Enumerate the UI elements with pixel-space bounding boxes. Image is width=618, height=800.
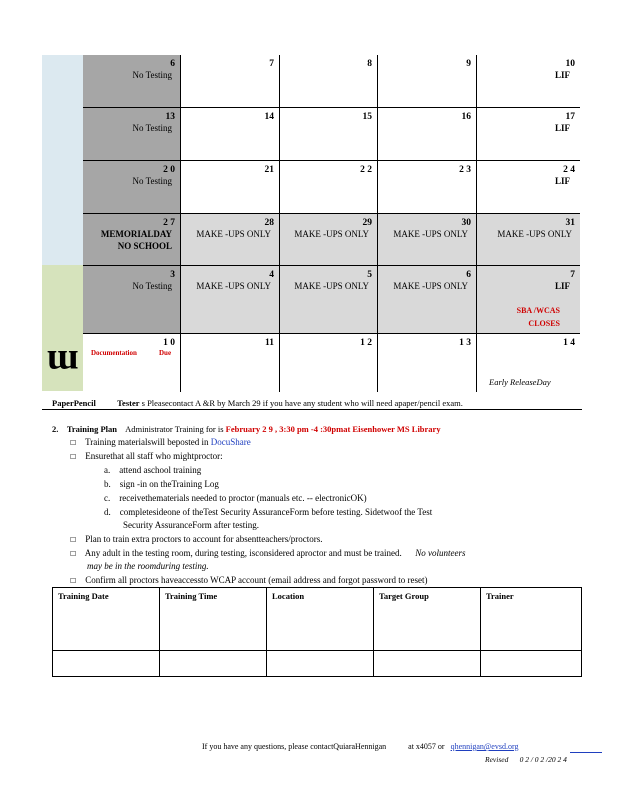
revised-date: Revised 0 2 / 0 2 /20 2 4	[485, 755, 567, 764]
calendar-day-cell	[377, 160, 476, 213]
sub-item-a: a. attend aschool training	[104, 465, 202, 475]
day-number: 14	[264, 112, 274, 122]
left-strip-blue	[42, 55, 83, 265]
calendar-grid	[83, 55, 580, 392]
table-cell[interactable]	[53, 651, 160, 677]
calendar-day-cell	[279, 160, 377, 213]
sub-item-d: d. completesideone of theTest Security AssuranceForm before testing. Sidetwoof the Test	[104, 507, 433, 517]
calendar-day-cell	[180, 107, 279, 160]
calendar-day-cell	[83, 213, 180, 265]
footer-contact: If you have any questions, please contactQuiaraHennigan at x4057 or qhennigan@evsd.org	[202, 742, 519, 751]
training-item-3: ☐ Plan to train extra proctors to account for absentteachers/proctors.	[70, 534, 323, 544]
closing-note: CLOSES	[528, 319, 560, 328]
day-number: 6	[170, 59, 175, 69]
training-heading: 2. Training Plan Administrator Training for is February 2 9 , 3:30 pm -4 :30pmat Eisenhower MS Library	[52, 424, 441, 434]
calendar-day-cell	[180, 55, 279, 107]
table-cell[interactable]	[374, 651, 481, 677]
header-training-date: Training Date	[53, 588, 160, 651]
day-number: 11	[265, 338, 274, 348]
calendar-day-cell	[476, 107, 580, 160]
day-note: NO SCHOOL	[117, 241, 172, 251]
calendar-day-cell	[83, 160, 180, 213]
divider	[42, 409, 582, 410]
calendar-day-cell	[279, 265, 377, 333]
day-number: 21	[264, 165, 274, 175]
day-number: 2 7	[163, 218, 175, 228]
calendar-day-cell	[476, 55, 580, 107]
calendar-day-cell	[180, 265, 279, 333]
calendar-day-cell	[476, 160, 580, 213]
email-link[interactable]: qhennigan@evsd.org	[450, 742, 519, 751]
day-number: 1 0	[163, 338, 175, 348]
header-target-group: Target Group	[374, 588, 481, 651]
calendar-day-cell	[83, 107, 180, 160]
day-number: 8	[367, 59, 372, 69]
day-number: 2 3	[459, 165, 471, 175]
checkbox-bullet-icon: ☐	[70, 453, 77, 461]
training-item-1: ☐ Training materialswill beposted in DocuShare	[70, 437, 251, 447]
closing-note: SBA /WCAS	[516, 306, 560, 315]
table-cell[interactable]	[267, 651, 374, 677]
sub-item-d-cont: Security AssuranceForm after testing.	[123, 520, 259, 530]
day-number: 5	[367, 270, 372, 280]
documentation-due-note: Due	[159, 349, 172, 357]
training-schedule-table	[52, 587, 582, 677]
early-release-note: Early ReleaseDay	[489, 377, 551, 387]
calendar-day-cell	[377, 213, 476, 265]
day-note: MAKE -UPS ONLY	[393, 281, 468, 291]
day-number: 17	[565, 112, 575, 122]
checkbox-bullet-icon: ☐	[70, 550, 77, 558]
calendar-day-cell	[279, 107, 377, 160]
training-item-2: ☐ Ensurethat all staff who mightproctor:	[70, 451, 223, 461]
calendar-day-cell	[377, 333, 476, 392]
day-number: 28	[264, 218, 274, 228]
header-training-time: Training Time	[160, 588, 267, 651]
checkbox-bullet-icon: ☐	[70, 439, 77, 447]
calendar-day-cell	[279, 213, 377, 265]
day-note: No Testing	[132, 176, 172, 186]
paper-pencil-note: PaperPencil Tester s Pleasecontact A &R by March 29 if you have any student who will need apaper/pencil exam.	[52, 398, 463, 408]
day-note: MAKE -UPS ONLY	[294, 229, 369, 239]
day-note: LIF	[554, 123, 570, 133]
calendar-day-cell	[476, 213, 580, 265]
day-number: 9	[466, 59, 471, 69]
day-number: 16	[461, 112, 471, 122]
sub-item-c: c. receivethematerials needed to proctor (manuals etc. -- electronicOK)	[104, 493, 367, 503]
day-number: 6	[466, 270, 471, 280]
day-note: No Testing	[132, 281, 172, 291]
training-item-5: ☐ Confirm all proctors haveaccessto WCAP account (email address and forgot password to reset)	[70, 575, 428, 585]
day-note: No Testing	[132, 70, 172, 80]
docushare-link[interactable]: DocuShare	[210, 437, 251, 447]
sub-item-b: b. sign -in on theTraining Log	[104, 479, 219, 489]
day-note: MAKE -UPS ONLY	[393, 229, 468, 239]
day-note: LIF	[554, 176, 570, 186]
day-note: MAKE -UPS ONLY	[196, 281, 271, 291]
side-glyph: m	[47, 342, 79, 384]
calendar-day-cell	[279, 55, 377, 107]
calendar-day-cell	[377, 265, 476, 333]
checkbox-bullet-icon: ☐	[70, 577, 77, 585]
day-number: 30	[461, 218, 471, 228]
day-number: 2 4	[563, 165, 575, 175]
day-note: MEMORIALDAY	[100, 229, 172, 239]
calendar-day-cell	[279, 333, 377, 392]
calendar-day-cell	[476, 265, 580, 333]
day-note: LIF	[554, 70, 570, 80]
day-number: 15	[362, 112, 372, 122]
calendar-day-cell	[83, 265, 180, 333]
header-location: Location	[267, 588, 374, 651]
day-number: 1 4	[563, 338, 575, 348]
day-number: 7	[570, 270, 575, 280]
day-number: 1 2	[360, 338, 372, 348]
day-number: 2 0	[163, 165, 175, 175]
training-item-4-cont: may be in the roomduring testing.	[87, 561, 209, 571]
day-number: 10	[565, 59, 575, 69]
day-number: 29	[362, 218, 372, 228]
day-note: MAKE -UPS ONLY	[294, 281, 369, 291]
day-number: 7	[269, 59, 274, 69]
day-number: 2 2	[360, 165, 372, 175]
day-note: LIF	[554, 281, 570, 291]
calendar-day-cell	[476, 333, 580, 392]
calendar-day-cell	[83, 333, 180, 392]
calendar-day-cell	[180, 160, 279, 213]
header-trainer: Trainer	[481, 588, 582, 651]
email-underline	[570, 752, 602, 753]
day-number: 3	[170, 270, 175, 280]
table-cell[interactable]	[481, 651, 582, 677]
day-note: MAKE -UPS ONLY	[196, 229, 271, 239]
day-note: MAKE -UPS ONLY	[497, 229, 572, 239]
calendar-day-cell	[83, 55, 180, 107]
documentation-due-note: Documentation	[91, 349, 137, 357]
checkbox-bullet-icon: ☐	[70, 536, 77, 544]
calendar-day-cell	[180, 333, 279, 392]
calendar-day-cell	[377, 107, 476, 160]
training-item-4: ☐ Any adult in the testing room, during testing, isconsidered aproctor and must be trained. No volunteers	[70, 548, 466, 558]
table-cell[interactable]	[160, 651, 267, 677]
day-number: 1 3	[459, 338, 471, 348]
day-note: No Testing	[132, 123, 172, 133]
calendar-day-cell	[180, 213, 279, 265]
day-number: 4	[269, 270, 274, 280]
day-number: 31	[565, 218, 575, 228]
calendar-day-cell	[377, 55, 476, 107]
day-number: 13	[165, 112, 175, 122]
